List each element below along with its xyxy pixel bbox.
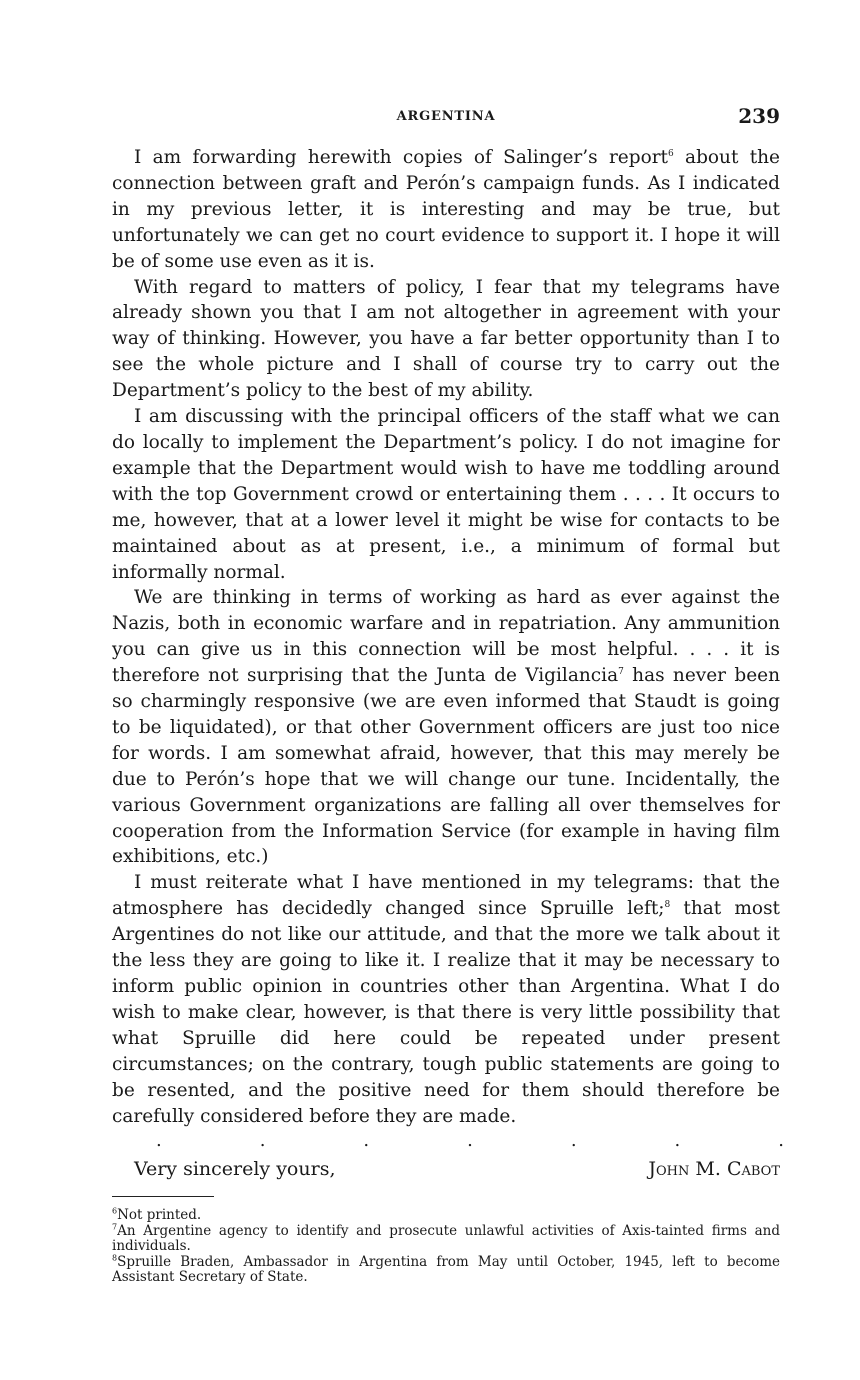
letter-body [112,145,780,1129]
footnote-ref-7: 7 [618,666,624,677]
footnote-ref-6: 6 [668,148,674,159]
paragraph-4-text-b: has never been so charmingly responsive (we are even informed that Staudt is going to be liquidated), or that other Government officers are just too nice for words. I am somewhat afraid, however, that this may merely be due to Perón’s hope that we will change our tune. Incidentally, the various Government organizations are falling all over themselves for cooperation from the Information Service (for example in having film exhibitions, etc.) [112,665,781,868]
paragraph-5 [112,870,780,1129]
paragraph-5-text-a: I must reiterate what I have mentioned in my telegrams: that the atmosphere has decidedly changed since Spruille left; [112,872,780,920]
running-head: ARGENTINA [396,109,496,124]
page-number: 239 [738,104,780,128]
paragraph-2: With regard to matters of policy, I fear that my telegrams have already shown you that I am not altogether in agreement with your way of thinking. However, you have a far better opportunity than I to see the whole picture and I shall of course try to carry out the Department’s policy to the best of my ability. [112,276,780,402]
ellipsis-dot: . [570,1130,577,1151]
paragraph-1-text-a: I am forwarding herewith copies of Salinger’s report [134,147,668,168]
footnote-ref-8: 8 [664,900,671,911]
ellipsis-dot: . [363,1130,370,1151]
paragraph-1 [112,145,780,275]
ellipsis-dot: . [259,1130,266,1151]
omission-ellipsis [156,1132,784,1150]
paragraph-5-text-b: that most Argentines do not like our attitude, and that the more we talk about it the less they are going to like it. I realize that it may be necessary to inform public opinion in countries other than Argentina. What I do wish to make clear, however, is that there is very little possibility that what Spruille did here could be repeated under present circumstances; on the contrary, tough public statements are going to be resented, and the positive need for them should therefore be carefully considered before they are made. [112,898,780,1127]
footnote-divider [112,1196,214,1197]
paragraph-4-text-a: We are thinking in terms of working as hard as ever against the Nazis, both in economic warfare and in repatriation. Any ammunition you can give us in this connection will be most helpful. . . . it is therefore not surprising that the Junta de Vigilancia [112,587,780,687]
paragraph-4 [112,585,780,870]
footnote-mark: 7 [112,1222,118,1231]
ellipsis-dot: . [778,1130,784,1151]
complimentary-close: Very sincerely yours, [134,1158,336,1180]
footnote-text: Not printed. [117,1207,202,1223]
letter-closing [112,1158,780,1188]
footnote-mark: 8 [112,1253,118,1262]
footnote-8 [112,1255,780,1286]
paragraph-3: I am discussing with the principal officers of the staff what we can do locally to implement the Department’s policy. I do not imagine for example that the Department would wish to have me toddling around with the top Government crowd or entertaining them . . . . It occurs to me, however, that at a lower level it might be wise for contacts to be maintained about as at present, i.e., a minimum of formal but informally normal. [112,406,780,583]
paragraph-1-text-b: about the connection between graft and Perón’s campaign funds. As I indicated in my previous letter, it is interesting and may be true, but unfortunately we can get no court evidence to support it. I hope it will be of some use even as it is. [112,147,780,272]
footnote-7 [112,1224,780,1255]
footnote-text: Spruille Braden, Ambassador in Argentina from May until October, 1945, left to become Assistant Secretary of State. [112,1253,780,1285]
footnotes [112,1208,780,1286]
footnote-mark: 6 [112,1206,118,1216]
ellipsis-dot: . [467,1130,473,1151]
signature: John M. Cabot [648,1158,780,1180]
page-header [112,100,780,134]
ellipsis-dot: . [156,1130,162,1151]
footnote-6 [112,1208,780,1224]
ellipsis-dot: . [674,1130,681,1151]
footnote-text: An Argentine agency to identify and prosecute unlawful activities of Axis-tainted firms and individuals. [112,1222,780,1254]
